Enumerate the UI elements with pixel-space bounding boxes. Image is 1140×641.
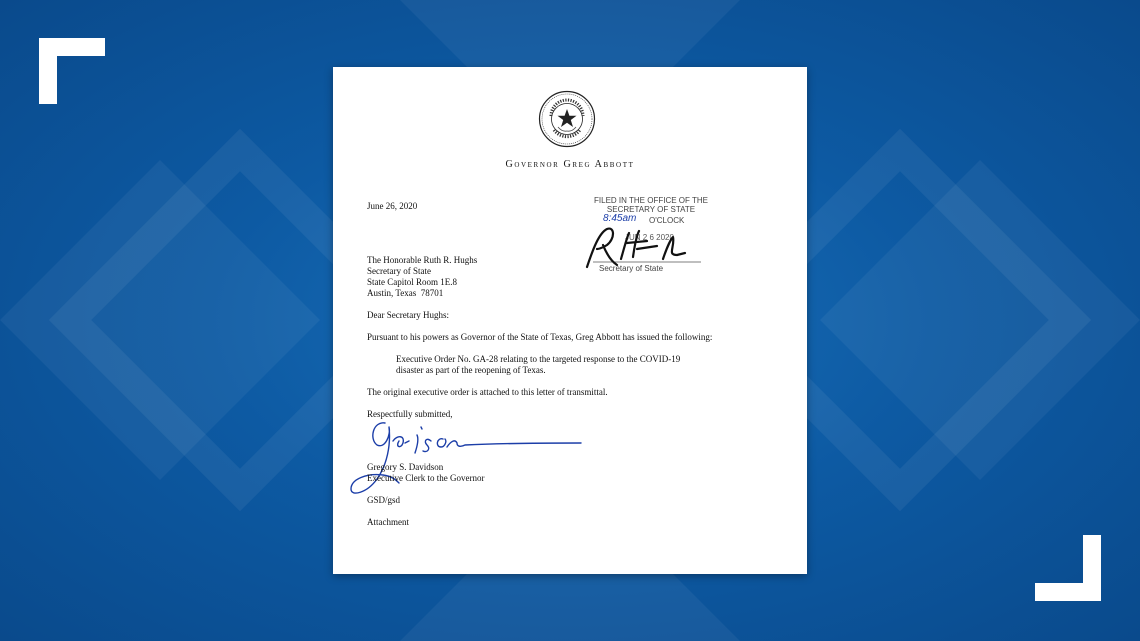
stamp-date: JUN 2 6 2020 — [625, 233, 674, 242]
recipient-name: The Honorable Ruth R. Hughs — [367, 255, 478, 265]
initials: GSD/gsd — [367, 495, 401, 505]
filing-stamp — [581, 196, 721, 214]
frame-corner-bottom-right — [1035, 535, 1101, 601]
recipient-title: Secretary of State — [367, 266, 431, 276]
stamp-time: 8:45am — [603, 213, 637, 224]
body-paragraph-2: The original executive order is attached to this letter of transmittal. — [367, 387, 608, 397]
body-paragraph-1: Pursuant to his powers as Governor of the State of Texas, Greg Abbott has issued the following: — [367, 332, 713, 342]
frame-corner-top-left — [39, 38, 105, 104]
stamp-role: Secretary of State — [599, 264, 664, 273]
stamp-line-2: SECRETARY OF STATE — [606, 205, 696, 214]
clerk-signature — [347, 417, 587, 501]
stamp-oclock: O'CLOCK — [649, 216, 685, 225]
order-line-1: Executive Order No. GA-28 relating to the targeted response to the COVID-19 — [396, 354, 681, 364]
order-line-2: disaster as part of the reopening of Texas. — [396, 365, 546, 375]
stamp-line-1: FILED IN THE OFFICE OF THE — [594, 196, 708, 205]
closing: Respectfully submitted, — [367, 409, 453, 419]
signer-title: Executive Clerk to the Governor — [367, 473, 485, 483]
signer-name: Gregory S. Davidson — [367, 462, 444, 472]
letterhead-title: Governor Greg Abbott — [505, 159, 635, 170]
recipient-address-line1: State Capitol Room 1E.8 — [367, 277, 457, 287]
recipient-address-line2: Austin, Texas 78701 — [367, 288, 444, 298]
salutation: Dear Secretary Hughs: — [367, 310, 449, 320]
letter-date: June 26, 2020 — [367, 201, 418, 211]
attachment-note: Attachment — [367, 517, 409, 527]
letter-document — [333, 67, 807, 574]
texas-governor-seal — [538, 90, 596, 148]
